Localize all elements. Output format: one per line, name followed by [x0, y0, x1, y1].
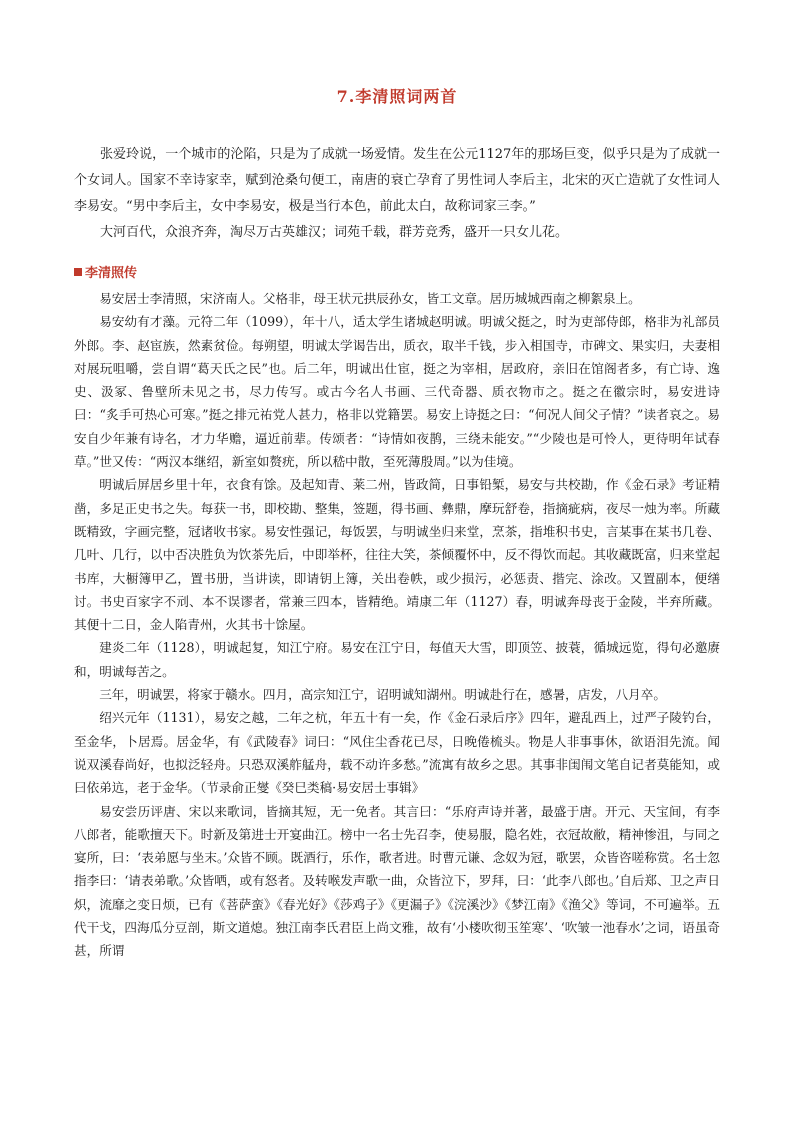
body-paragraph: 明诚后屏居乡里十年，衣食有馀。及起知青、莱二州，皆政简，日事铅椠，易安与共校勘，作《金石录》考证精凿，多足正史书之失。每获一书，即校勘、整集，签题，得书画、彝鼎，摩玩舒卷，指摘疵病，夜尽一烛为率。所藏既精致，字画完整，冠诸收书家。易安性强记，每饭罢，与明诚坐归来堂，烹茶，指堆积书史，言某事在某书几卷、几叶、几行，以中否决胜负为饮茶先后，中即举杯，往往大笑，茶倾覆怀中，反不得饮而起。其收藏既富，归来堂起书库，大橱簿甲乙，置书册，当讲读，即请钥上簿，关出卷帙，或少损污，必惩责、揩完、涂改。又置副本，便缮讨。书史百家字不刓、本不误谬者，常兼三四本，皆精绝。靖康二年（1127）春，明诚奔母丧于金陵，半弃所藏。其便十二日，金人陷青州，火其书十馀屋。 [74, 477, 720, 633]
intro-paragraph: 张爱玲说，一个城市的沦陷，只是为了成就一场爱情。发生在公元1127年的那场巨变，似乎只是为了成就一个女词人。国家不幸诗家幸，赋到沧桑句便工，南唐的衰亡孕育了男性词人李后主，北宋的灭亡造就了女性词人李易安。“男中李后主，女中李易安，极是当行本色，前此太白，故称词家三李。” [74, 147, 720, 214]
body-paragraph: 三年，明诚罢，将家于赣水。四月，高宗知江宁，诏明诚知湖州。明诚赴行在，感暑，店发，八月卒。 [99, 687, 666, 703]
intro-section [74, 142, 720, 246]
body-paragraph: 建炎二年（1128），明诚起复，知江宁府。易安在江宁日，每值天大雪，即顶笠、披蓑，循城远览，得句必邀赓和，明诚每苦之。 [74, 640, 720, 679]
body-paragraph: 绍兴元年（1131），易安之越，二年之杭，年五十有一矣，作《金石录后序》四年，避乱西上，过严子陵钓台，至金华，卜居焉。居金华，有《武陵春》词曰：“风住尘香花已尽，日晚倦梳头。物是人非事事休，欲语泪先流。闻说双溪春尚好，也拟泛轻舟。只恐双溪舴艋舟，载不动许多愁。”流寓有故乡之思。其事非闺闱文笔自记者莫能知，或曰依弟迒，老于金华。（节录俞正燮《癸巳类稿·易安居士事辑》 [74, 710, 720, 796]
body-paragraph: 易安幼有才藻。元符二年（1099），年十八，适太学生诸城赵明诚。明诚父挺之，时为吏部侍郎，格非为礼部员外郎。李、赵宦族，然素贫俭。每朔望，明诚太学谒告出，质衣，取半千钱，步入相国寺，市碑文、果实归，夫妻相对展玩咀嚼，尝自谓“葛天氏之民”也。后二年，明诚出仕宦，挺之为宰相，居政府，亲旧在馆阁者多，有亡诗、逸史、汲冢、鲁壁所未见之书，尽力传写。或古今名人书画、三代奇器、质衣物市之。挺之在徽宗时，易安进诗曰：“炙手可热心可寒。”挺之排元祐党人甚力，格非以党籍罢。易安上诗挺之曰：“何况人间父子情？”读者哀之。易安自少年兼有诗名，才力华赡，逼近前辈。传颂者：“诗情如夜鹊，三绕未能安。”“少陵也是可怜人，更待明年试春草。”世又传：“两汉本继绍，新室如赘疣，所以嵇中散，至死薄殷周。”以为佳境。 [74, 314, 720, 470]
intro-paragraph: 大河百代，众浪齐奔，淘尽万古英雄汉；词苑千载，群芳竞秀，盛开一只女儿花。 [100, 225, 569, 240]
section-heading-text: 李清照传 [85, 266, 138, 281]
square-bullet-icon [74, 268, 82, 276]
body-paragraph: 易安居士李清照，宋济南人。父格非，母王状元拱辰孙女，皆工文章。居历城城西南之柳絮泉上。 [99, 291, 641, 306]
biography-body [74, 287, 720, 963]
section-heading [74, 262, 137, 286]
page-title: 7.李清照词两首 [336, 87, 458, 106]
body-paragraph: 易安尝历评唐、宋以来歌词，皆摘其短，无一免者。其言曰：“乐府声诗并著，最盛于唐。开元、天宝间，有李八郎者，能歌擅天下。时新及第进士开宴曲江。榜中一名士先召李，使易服，隐名姓，衣冠故敝，精神惨沮，与同之宴所，曰：‘表弟愿与坐末。’众皆不顾。既酒行，乐作，歌者进。时曹元谦、念奴为冠，歌罢，众皆咨嗟称赏。名士忽指李曰：‘请表弟歌。’众皆哂，或有怒者。及转喉发声歌一曲，众皆泣下，罗拜，曰：‘此李八郎也。’自后郑、卫之声日炽，流靡之变日烦，已有《菩萨蛮》《春光好》《莎鸡子》《更漏子》《浣溪沙》《梦江南》《渔父》等词，不可遍举。五代干戈，四海瓜分豆剖，斯文道熄。独江南李氏君臣上尚文雅，故有‘小楼吹彻玉笙寒’、‘吹皱一池春水’之词，语虽奇甚，所谓 [74, 803, 720, 959]
